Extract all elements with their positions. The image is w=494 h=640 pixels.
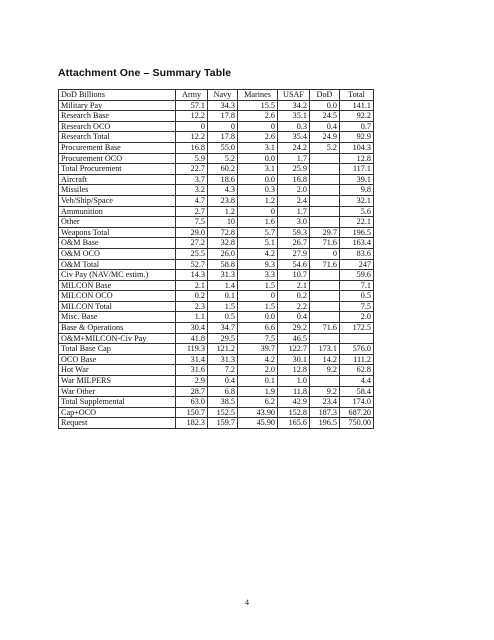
table-cell: 196.5 [310,418,340,429]
table-cell: 159.7 [208,418,238,429]
table-cell: 14.2 [310,354,340,365]
table-row [59,132,374,143]
row-label: O&M OCO [59,248,176,259]
table-cell: 55.0 [208,142,238,153]
table-cell [310,164,340,175]
table-cell: 60.2 [208,164,238,175]
table-cell: 1.5 [208,301,238,312]
table-cell: 5.6 [340,206,374,217]
column-header: Marines [238,90,278,101]
table-row [59,354,374,365]
table-cell: 1.7 [278,206,310,217]
table-cell: 31.4 [176,354,208,365]
table-cell: 9.3 [238,259,278,270]
table-cell: 576.0 [340,344,374,355]
table-cell: 27.2 [176,238,208,249]
table-cell: 31.6 [176,365,208,376]
table-cell: 9.2 [310,365,340,376]
row-label: Research Total [59,132,176,143]
table-cell: 0 [238,291,278,302]
table-cell: 1.9 [238,386,278,397]
row-label: Total Procurement [59,164,176,175]
table-cell: 6.2 [238,397,278,408]
row-label: Veh/Ship/Space [59,195,176,206]
table-cell: 2.2 [278,301,310,312]
table-cell: 0.0 [238,312,278,323]
table-cell: 34.3 [208,100,238,111]
table-cell [310,195,340,206]
column-header: Army [176,90,208,101]
table-cell [310,301,340,312]
table-cell: 247 [340,259,374,270]
table-cell: 9.8 [340,185,374,196]
column-header: DoD Billions [59,90,176,101]
table-row [59,280,374,291]
table-row [59,333,374,344]
table-cell: 17.8 [208,111,238,122]
table-cell: 1.4 [208,280,238,291]
table-row [59,376,374,387]
table-cell: 6.6 [238,323,278,334]
table-row [59,365,374,376]
table-cell: 173.1 [310,344,340,355]
table-cell: 152.5 [208,407,238,418]
table-row [59,248,374,259]
table-cell: 34.7 [208,323,238,334]
table-cell: 0.4 [278,312,310,323]
table-cell: 0.5 [340,291,374,302]
table-cell: 7.5 [176,217,208,228]
column-header: Total [340,90,374,101]
table-cell: 0.1 [208,291,238,302]
table-cell: 71.6 [310,323,340,334]
table-cell: 26.0 [208,248,238,259]
table-cell: 12.8 [340,153,374,164]
table-row [59,185,374,196]
table-cell [310,312,340,323]
table-cell: 7.1 [340,280,374,291]
table-cell: 63.0 [176,397,208,408]
row-label: Ammunition [59,206,176,217]
table-cell: 0 [176,121,208,132]
table-cell: 2.0 [278,185,310,196]
table-cell: 15.5 [238,100,278,111]
table-cell: 27.9 [278,248,310,259]
summary-table [58,89,374,429]
table-cell: 3.1 [238,142,278,153]
table-row [59,397,374,408]
table-cell: 0 [208,121,238,132]
row-label: MILCON Total [59,301,176,312]
table-cell: 3.2 [176,185,208,196]
table-cell: 58.8 [208,259,238,270]
table-cell: 41.8 [176,333,208,344]
table-cell: 18.6 [208,174,238,185]
row-label: MILCON Base [59,280,176,291]
table-cell: 141.1 [340,100,374,111]
table-cell: 196.5 [340,227,374,238]
table-row [59,323,374,334]
table-cell: 25.9 [278,164,310,175]
table-cell: 182.3 [176,418,208,429]
table-cell: 26.7 [278,238,310,249]
table-cell: 2.0 [340,312,374,323]
table-cell: 28.7 [176,386,208,397]
table-cell: 30.4 [176,323,208,334]
table-cell: 71.6 [310,259,340,270]
table-cell: 24.9 [310,132,340,143]
table-cell: 187.3 [310,407,340,418]
table-cell: 7.5 [238,333,278,344]
table-cell: 35.1 [278,111,310,122]
table-cell [310,217,340,228]
table-cell: 117.1 [340,164,374,175]
table-cell: 3.3 [238,270,278,281]
table-cell: 83.6 [340,248,374,259]
table-cell: 52.7 [176,259,208,270]
table-cell: 0.4 [310,121,340,132]
table-cell: 92.9 [340,132,374,143]
row-label: Request [59,418,176,429]
table-cell: 152.8 [278,407,310,418]
table-cell: 39.1 [340,174,374,185]
table-row [59,153,374,164]
table-cell [310,174,340,185]
table-cell: 0.0 [310,100,340,111]
table-cell [310,153,340,164]
table-row [59,227,374,238]
row-label: Misc. Base [59,312,176,323]
table-cell: 16.8 [278,174,310,185]
row-label: Procurement OCO [59,153,176,164]
table-row [59,142,374,153]
table-cell: 119.3 [176,344,208,355]
table-cell: 0.3 [238,185,278,196]
table-cell: 62.8 [340,365,374,376]
table-cell: 3.0 [278,217,310,228]
table-row [59,100,374,111]
table-cell: 72.8 [208,227,238,238]
table-cell: 0.0 [238,153,278,164]
table-cell [310,333,340,344]
table-cell: 687.20 [340,407,374,418]
table-cell: 30.1 [278,354,310,365]
table-cell: 4.2 [238,248,278,259]
table-cell: 2.0 [238,365,278,376]
table-cell: 2.6 [238,132,278,143]
table-cell: 92.2 [340,111,374,122]
row-label: MILCON OCO [59,291,176,302]
table-row [59,217,374,228]
table-cell: 750.00 [340,418,374,429]
table-cell: 9.2 [310,386,340,397]
row-label: Total Supplemental [59,397,176,408]
table-cell: 7.5 [340,301,374,312]
table-cell: 4.7 [176,195,208,206]
row-label: Military Pay [59,100,176,111]
table-cell: 35.4 [278,132,310,143]
table-cell: 38.5 [208,397,238,408]
table-row [59,344,374,355]
table-cell: 0.4 [208,376,238,387]
row-label: Weapons Total [59,227,176,238]
row-label: War MILPERS [59,376,176,387]
table-cell: 4.3 [208,185,238,196]
table-cell: 1.2 [208,206,238,217]
column-header: Navy [208,90,238,101]
table-row [59,407,374,418]
table-cell [310,291,340,302]
table-cell: 1.0 [278,376,310,387]
table-row [59,259,374,270]
table-cell: 39.7 [238,344,278,355]
table-cell [310,185,340,196]
table-cell: 29.2 [278,323,310,334]
table-cell: 57.1 [176,100,208,111]
table-cell: 29.0 [176,227,208,238]
table-cell: 0.5 [208,312,238,323]
table-cell: 23.8 [208,195,238,206]
column-header: DoD [310,90,340,101]
table-cell: 174.0 [340,397,374,408]
table-cell: 59.3 [278,227,310,238]
table-row [59,238,374,249]
table-cell: 11.8 [278,386,310,397]
table-cell: 150.7 [176,407,208,418]
table-cell: 2.1 [278,280,310,291]
table-cell: 12.2 [176,132,208,143]
table-cell: 25.5 [176,248,208,259]
table-cell: 1.2 [238,195,278,206]
table-row [59,270,374,281]
table-cell [310,280,340,291]
table-cell: 43.90 [238,407,278,418]
row-label: Research OCO [59,121,176,132]
table-cell: 32.1 [340,195,374,206]
table-cell: 5.2 [208,153,238,164]
row-label: Cap+OCO [59,407,176,418]
table-header-row [59,90,374,101]
table-cell: 121.2 [208,344,238,355]
table-cell: 24.5 [310,111,340,122]
column-header: USAF [278,90,310,101]
row-label: War Other [59,386,176,397]
table-cell: 5.1 [238,238,278,249]
table-cell: 22.7 [176,164,208,175]
table-cell: 7.2 [208,365,238,376]
table-cell: 29.5 [208,333,238,344]
row-label: Base & Operations [59,323,176,334]
table-cell: 29.7 [310,227,340,238]
table-cell: 0 [238,121,278,132]
table-cell: 31.3 [208,270,238,281]
table-cell: 0.3 [278,121,310,132]
table-cell: 2.7 [176,206,208,217]
table-cell: 22.1 [340,217,374,228]
row-label: Total Base Cap [59,344,176,355]
page-number: 4 [245,598,249,607]
table-cell [310,376,340,387]
table-cell: 34.2 [278,100,310,111]
table-cell: 5.7 [238,227,278,238]
table-cell: 45.90 [238,418,278,429]
table-cell: 165.6 [278,418,310,429]
table-cell: 111.2 [340,354,374,365]
table-cell: 0.1 [238,376,278,387]
table-cell: 46.5 [278,333,310,344]
table-cell: 12.8 [278,365,310,376]
table-cell: 0.2 [176,291,208,302]
table-cell: 10 [208,217,238,228]
table-cell: 0.7 [340,121,374,132]
table-cell: 14.3 [176,270,208,281]
table-row [59,164,374,175]
table-cell: 24.2 [278,142,310,153]
table-cell: 0.2 [278,291,310,302]
table-cell: 58.4 [340,386,374,397]
table-cell: 1.5 [238,280,278,291]
table-cell: 2.6 [238,111,278,122]
table-cell [340,333,374,344]
table-cell: 71.6 [310,238,340,249]
table-cell: 23.4 [310,397,340,408]
table-cell [310,206,340,217]
row-label: Hot War [59,365,176,376]
table-row [59,111,374,122]
table-cell: 172.5 [340,323,374,334]
table-cell: 1.1 [176,312,208,323]
table-cell: 122.7 [278,344,310,355]
table-row [59,174,374,185]
table-row [59,195,374,206]
table-cell: 163.4 [340,238,374,249]
row-label: OCO Base [59,354,176,365]
table-cell: 6.8 [208,386,238,397]
table-cell: 1.5 [238,301,278,312]
table-cell: 54.6 [278,259,310,270]
table-row [59,386,374,397]
table-row [59,418,374,429]
table-cell: 0.0 [238,174,278,185]
table-cell: 2.1 [176,280,208,291]
table-cell: 2.4 [278,195,310,206]
table-row [59,301,374,312]
table-cell: 12.2 [176,111,208,122]
table-cell: 2.3 [176,301,208,312]
row-label: Procurement Base [59,142,176,153]
table-cell [310,270,340,281]
table-cell: 0 [310,248,340,259]
table-cell: 42.9 [278,397,310,408]
table-cell: 104.3 [340,142,374,153]
row-label: O&M Base [59,238,176,249]
table-cell: 5.2 [310,142,340,153]
table-cell: 1.6 [238,217,278,228]
table-cell: 0 [238,206,278,217]
table-cell: 4.2 [238,354,278,365]
table-cell: 3.1 [238,164,278,175]
table-cell: 2.9 [176,376,208,387]
row-label: Research Base [59,111,176,122]
table-cell: 16.8 [176,142,208,153]
table-row [59,121,374,132]
table-cell: 3.7 [176,174,208,185]
table-cell: 4.4 [340,376,374,387]
row-label: Missiles [59,185,176,196]
table-cell: 32.8 [208,238,238,249]
table-cell: 17.8 [208,132,238,143]
table-row [59,206,374,217]
row-label: O&M+MILCON-Civ Pay [59,333,176,344]
table-cell: 1.7 [278,153,310,164]
table-cell: 5.9 [176,153,208,164]
row-label: O&M Total [59,259,176,270]
table-cell: 10.7 [278,270,310,281]
table-body [59,100,374,428]
table-row [59,291,374,302]
row-label: Aircraft [59,174,176,185]
row-label: Other [59,217,176,228]
table-row [59,312,374,323]
table-cell: 31.3 [208,354,238,365]
table-cell: 59.6 [340,270,374,281]
page-title: Attachment One – Summary Table [58,67,232,79]
row-label: Civ Pay (NAV/MC estim.) [59,270,176,281]
